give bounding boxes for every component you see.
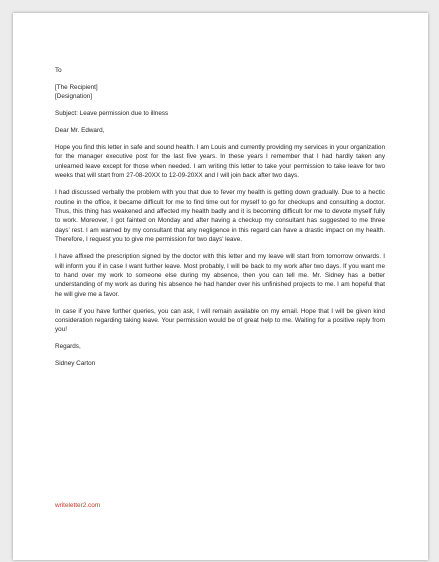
paragraph-2: I had discussed verbally the problem with you that due to fever my health is getting down gradually. Due to a hectic routine in the office, it became difficult for me to find time out for myself to go for checkups and consulting a doctor. Thus, this thing has weakened and affected my health badly and it is becoming difficult for me to devote myself fully to work. Moreover, I got fainted on Monday and after having a checkup my consultant has suggested to me three days’ rest. I am warned by my consultant that any negligence in this regard can have a drastic impact on my health. Therefore, I request you to give me permission for two days’ leave. [55, 189, 385, 244]
to-line: To [55, 67, 62, 74]
signature: Sidney Carton [55, 360, 96, 368]
subject-line: Subject: Leave permission due to illness [55, 110, 169, 118]
paragraph-3: I have affixed the prescription signed by the doctor with this letter and my leave will start from tomorrow onwards. I will inform you if in case I want further leave. Most probably, I will be back to my work after two days. If you want me to hand over my work to someone else during my absence, then you can tell me. Mr. Sidney has a better understanding of my work as during his absence he had hander over his unfinished projects to me. I am hopeful that he will give me a favor. [55, 253, 385, 298]
paragraph-1: Hope you find this letter in safe and sound health. I am Louis and currently providing my services in your organization for the manager executive post for the last five years. In these years I remember that I had hardly taken any unlearned leave except for those when needed. I am writing this letter to take your permission to take leave for two weeks that will start from 27-08-20XX to 12-09-20XX and I will join back after two days. [55, 144, 385, 180]
closing: Regards, [55, 343, 81, 351]
designation-line: [Designation] [55, 93, 93, 101]
salutation: Dear Mr. Edward, [55, 127, 105, 135]
recipient-line: [The Recipient] [55, 83, 98, 91]
website-footer: writeletter2.com [55, 502, 101, 509]
letter-page [13, 13, 428, 560]
letter-body [55, 66, 385, 369]
paragraph-4: In case if you have further queries, you can ask, I will remain available on my email. Hope that I will be given kind consideration regarding taking leave. Your permission would be of great help to me. Waiting for a positive reply from you! [55, 307, 385, 334]
